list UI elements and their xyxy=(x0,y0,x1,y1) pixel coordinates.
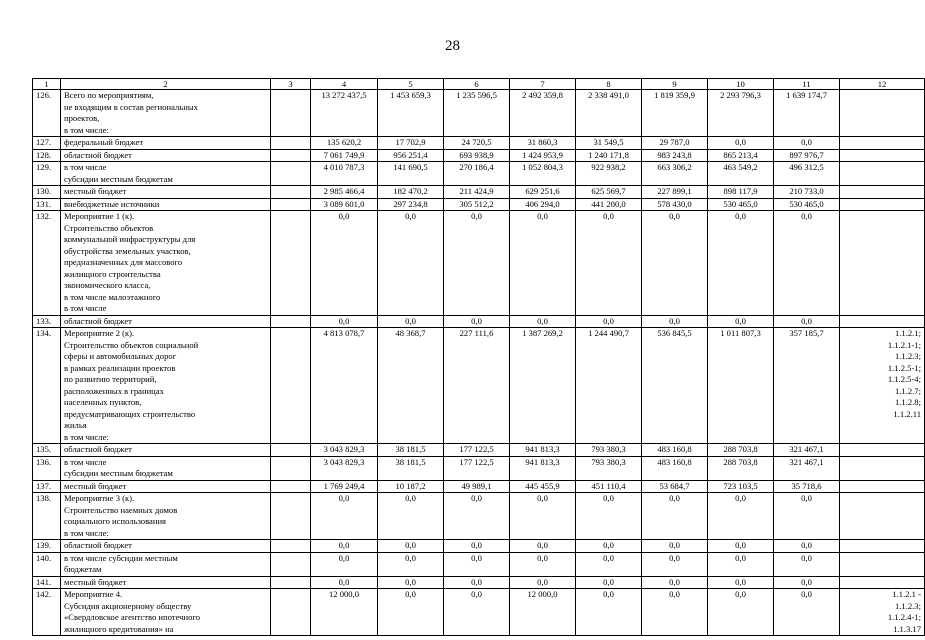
row-col3 xyxy=(271,480,311,493)
row-col3 xyxy=(271,493,311,540)
value-cell: 1 769 249,4 xyxy=(311,480,378,493)
value-cell: 0,0 xyxy=(642,540,708,553)
value-cell: 0,0 xyxy=(576,211,642,316)
value-cell: 406 294,0 xyxy=(510,198,576,211)
row-number: 137. xyxy=(33,480,61,493)
row-reference xyxy=(840,162,925,186)
row-reference xyxy=(840,186,925,199)
value-cell: 0,0 xyxy=(642,315,708,328)
row-reference xyxy=(840,493,925,540)
value-cell: 0,0 xyxy=(510,576,576,589)
value-cell: 0,0 xyxy=(774,589,840,636)
value-cell: 0,0 xyxy=(642,576,708,589)
value-cell: 0,0 xyxy=(774,137,840,150)
value-cell: 1 453 659,3 xyxy=(378,90,444,137)
value-cell: 288 703,8 xyxy=(708,456,774,480)
table-row xyxy=(33,149,925,162)
value-cell: 12 000,0 xyxy=(510,589,576,636)
value-cell: 297 234,8 xyxy=(378,198,444,211)
table-row xyxy=(33,444,925,457)
value-cell: 625 569,7 xyxy=(576,186,642,199)
row-name: внебюджетные источники xyxy=(61,198,271,211)
value-cell: 483 160,8 xyxy=(642,456,708,480)
value-cell: 983 243,8 xyxy=(642,149,708,162)
value-cell: 0,0 xyxy=(576,540,642,553)
value-cell: 1 052 804,3 xyxy=(510,162,576,186)
row-reference: 1.1.2.1; 1.1.2.1-1; 1.1.2.3; 1.1.2.5-1; 1.1.2.5-4; 1.1.2.7; 1.1.2.8; 1.1.2.11 xyxy=(840,328,925,444)
value-cell: 211 424,9 xyxy=(444,186,510,199)
row-col3 xyxy=(271,552,311,576)
column-header: 1 xyxy=(33,79,61,90)
value-cell: 693 938,9 xyxy=(444,149,510,162)
value-cell: 17 702,9 xyxy=(378,137,444,150)
row-reference xyxy=(840,90,925,137)
value-cell: 0,0 xyxy=(444,315,510,328)
row-name: Мероприятие 4. Субсидия акционерному обществу «Свердловское агентство ипотечного жилищного кредитования» на xyxy=(61,589,271,636)
row-col3 xyxy=(271,589,311,636)
value-cell: 0,0 xyxy=(311,315,378,328)
row-col3 xyxy=(271,137,311,150)
value-cell: 0,0 xyxy=(510,315,576,328)
table-row xyxy=(33,493,925,540)
value-cell: 3 089 601,0 xyxy=(311,198,378,211)
value-cell: 321 467,1 xyxy=(774,456,840,480)
value-cell: 496 312,5 xyxy=(774,162,840,186)
table-row xyxy=(33,90,925,137)
value-cell: 530 465,0 xyxy=(708,198,774,211)
value-cell: 0,0 xyxy=(642,493,708,540)
value-cell: 0,0 xyxy=(708,552,774,576)
value-cell: 0,0 xyxy=(510,552,576,576)
column-header: 3 xyxy=(271,79,311,90)
value-cell: 135 620,2 xyxy=(311,137,378,150)
table-row xyxy=(33,480,925,493)
value-cell: 31 860,3 xyxy=(510,137,576,150)
row-number: 138. xyxy=(33,493,61,540)
row-number: 130. xyxy=(33,186,61,199)
value-cell: 1 424 953,9 xyxy=(510,149,576,162)
row-col3 xyxy=(271,444,311,457)
value-cell: 0,0 xyxy=(576,315,642,328)
value-cell: 141 690,5 xyxy=(378,162,444,186)
row-reference xyxy=(840,576,925,589)
row-col3 xyxy=(271,162,311,186)
row-col3 xyxy=(271,90,311,137)
value-cell: 629 251,6 xyxy=(510,186,576,199)
value-cell: 578 430,0 xyxy=(642,198,708,211)
value-cell: 0,0 xyxy=(576,493,642,540)
value-cell: 4 813 078,7 xyxy=(311,328,378,444)
header-row xyxy=(33,79,925,90)
value-cell: 530 465,0 xyxy=(774,198,840,211)
row-reference xyxy=(840,198,925,211)
row-name: в том числе субсидии местным бюджетам xyxy=(61,162,271,186)
value-cell: 1 244 490,7 xyxy=(576,328,642,444)
table-row xyxy=(33,211,925,316)
row-number: 140. xyxy=(33,552,61,576)
value-cell: 0,0 xyxy=(311,493,378,540)
value-cell: 305 512,2 xyxy=(444,198,510,211)
value-cell: 0,0 xyxy=(774,493,840,540)
value-cell: 0,0 xyxy=(576,589,642,636)
table-row xyxy=(33,589,925,636)
value-cell: 2 492 359,8 xyxy=(510,90,576,137)
value-cell: 941 813,3 xyxy=(510,456,576,480)
value-cell: 956 251,4 xyxy=(378,149,444,162)
value-cell: 210 733,0 xyxy=(774,186,840,199)
row-reference xyxy=(840,137,925,150)
row-name: местный бюджет xyxy=(61,576,271,589)
row-number: 139. xyxy=(33,540,61,553)
row-col3 xyxy=(271,186,311,199)
row-reference xyxy=(840,456,925,480)
value-cell: 0,0 xyxy=(510,540,576,553)
value-cell: 0,0 xyxy=(311,540,378,553)
table-row xyxy=(33,162,925,186)
value-cell: 0,0 xyxy=(774,576,840,589)
value-cell: 898 117,9 xyxy=(708,186,774,199)
value-cell: 182 470,2 xyxy=(378,186,444,199)
column-header: 6 xyxy=(444,79,510,90)
value-cell: 0,0 xyxy=(444,552,510,576)
value-cell: 483 160,8 xyxy=(642,444,708,457)
row-name: местный бюджет xyxy=(61,480,271,493)
row-name: областной бюджет xyxy=(61,540,271,553)
value-cell: 463 549,2 xyxy=(708,162,774,186)
row-reference xyxy=(840,211,925,316)
row-col3 xyxy=(271,456,311,480)
value-cell: 0,0 xyxy=(642,552,708,576)
row-name: местный бюджет xyxy=(61,186,271,199)
row-name: Всего по мероприятиям, не входящим в состав региональных проектов, в том числе: xyxy=(61,90,271,137)
value-cell: 0,0 xyxy=(774,552,840,576)
value-cell: 13 272 437,5 xyxy=(311,90,378,137)
row-col3 xyxy=(271,540,311,553)
row-name: Мероприятие 2 (к). Строительство объектов социальной сферы и автомобильных дорог в рамках реализации проектов по развитию территорий, расположенных в границах населенных пунктов, предусматривающих строительство жилья в том числе: xyxy=(61,328,271,444)
value-cell: 1 240 171,8 xyxy=(576,149,642,162)
value-cell: 723 103,5 xyxy=(708,480,774,493)
column-header: 7 xyxy=(510,79,576,90)
row-name: областной бюджет xyxy=(61,444,271,457)
value-cell: 0,0 xyxy=(708,540,774,553)
row-name: областной бюджет xyxy=(61,315,271,328)
column-header: 11 xyxy=(774,79,840,90)
value-cell: 31 549,5 xyxy=(576,137,642,150)
row-col3 xyxy=(271,328,311,444)
row-name: в том числе субсидии местным бюджетам xyxy=(61,456,271,480)
row-name: областной бюджет xyxy=(61,149,271,162)
value-cell: 441 200,0 xyxy=(576,198,642,211)
row-number: 128. xyxy=(33,149,61,162)
row-number: 142. xyxy=(33,589,61,636)
column-header: 12 xyxy=(840,79,925,90)
value-cell: 0,0 xyxy=(378,493,444,540)
value-cell: 445 455,9 xyxy=(510,480,576,493)
row-reference xyxy=(840,540,925,553)
value-cell: 0,0 xyxy=(774,540,840,553)
row-col3 xyxy=(271,576,311,589)
value-cell: 941 813,3 xyxy=(510,444,576,457)
value-cell: 3 043 829,3 xyxy=(311,456,378,480)
value-cell: 922 938,2 xyxy=(576,162,642,186)
value-cell: 357 185,7 xyxy=(774,328,840,444)
row-name: в том числе субсидии местным бюджетам xyxy=(61,552,271,576)
column-header: 4 xyxy=(311,79,378,90)
value-cell: 1 011 807,3 xyxy=(708,328,774,444)
value-cell: 0,0 xyxy=(576,576,642,589)
value-cell: 0,0 xyxy=(378,540,444,553)
table-row xyxy=(33,328,925,444)
value-cell: 0,0 xyxy=(311,552,378,576)
value-cell: 0,0 xyxy=(708,137,774,150)
row-number: 131. xyxy=(33,198,61,211)
value-cell: 0,0 xyxy=(708,589,774,636)
row-reference xyxy=(840,315,925,328)
value-cell: 0,0 xyxy=(444,576,510,589)
value-cell: 536 845,5 xyxy=(642,328,708,444)
value-cell: 53 684,7 xyxy=(642,480,708,493)
row-name: федеральный бюджет xyxy=(61,137,271,150)
row-reference xyxy=(840,444,925,457)
value-cell: 0,0 xyxy=(510,493,576,540)
value-cell: 29 787,0 xyxy=(642,137,708,150)
row-col3 xyxy=(271,211,311,316)
value-cell: 4 010 787,3 xyxy=(311,162,378,186)
value-cell: 38 181,5 xyxy=(378,444,444,457)
value-cell: 2 338 491,0 xyxy=(576,90,642,137)
value-cell: 24 720,5 xyxy=(444,137,510,150)
value-cell: 227 111,6 xyxy=(444,328,510,444)
value-cell: 0,0 xyxy=(444,589,510,636)
table-row xyxy=(33,552,925,576)
value-cell: 0,0 xyxy=(378,211,444,316)
value-cell: 1 235 596,5 xyxy=(444,90,510,137)
column-header: 2 xyxy=(61,79,271,90)
value-cell: 12 000,0 xyxy=(311,589,378,636)
value-cell: 0,0 xyxy=(510,211,576,316)
value-cell: 0,0 xyxy=(708,576,774,589)
row-col3 xyxy=(271,149,311,162)
row-reference xyxy=(840,552,925,576)
budget-table xyxy=(32,78,925,636)
row-col3 xyxy=(271,315,311,328)
value-cell: 0,0 xyxy=(378,315,444,328)
value-cell: 0,0 xyxy=(311,211,378,316)
column-header: 10 xyxy=(708,79,774,90)
value-cell: 321 467,1 xyxy=(774,444,840,457)
row-number: 136. xyxy=(33,456,61,480)
row-number: 134. xyxy=(33,328,61,444)
table-row xyxy=(33,186,925,199)
table-row xyxy=(33,456,925,480)
page-number: 28 xyxy=(445,38,460,54)
row-number: 133. xyxy=(33,315,61,328)
column-header: 5 xyxy=(378,79,444,90)
value-cell: 48 368,7 xyxy=(378,328,444,444)
row-number: 127. xyxy=(33,137,61,150)
row-name: Мероприятие 1 (к). Строительство объектов коммунальной инфраструктуры для обустройства земельных участков, предназначенных для массового жилищного строительства экономического класса, в том числе малоэтажного в том числе xyxy=(61,211,271,316)
column-header: 8 xyxy=(576,79,642,90)
value-cell: 0,0 xyxy=(576,552,642,576)
value-cell: 177 122,5 xyxy=(444,444,510,457)
value-cell: 0,0 xyxy=(378,576,444,589)
value-cell: 0,0 xyxy=(444,493,510,540)
row-col3 xyxy=(271,198,311,211)
value-cell: 288 703,8 xyxy=(708,444,774,457)
value-cell: 663 306,2 xyxy=(642,162,708,186)
row-reference xyxy=(840,149,925,162)
table-row xyxy=(33,576,925,589)
value-cell: 270 186,4 xyxy=(444,162,510,186)
value-cell: 0,0 xyxy=(444,540,510,553)
value-cell: 2 293 796,3 xyxy=(708,90,774,137)
row-reference: 1.1.2.1 - 1.1.2.3; 1.1.2.4-1; 1.1.3.17 xyxy=(840,589,925,636)
value-cell: 793 380,3 xyxy=(576,456,642,480)
value-cell: 3 043 829,3 xyxy=(311,444,378,457)
value-cell: 7 061 749,9 xyxy=(311,149,378,162)
value-cell: 0,0 xyxy=(774,211,840,316)
value-cell: 0,0 xyxy=(444,211,510,316)
value-cell: 0,0 xyxy=(708,211,774,316)
value-cell: 0,0 xyxy=(708,315,774,328)
value-cell: 2 985 466,4 xyxy=(311,186,378,199)
value-cell: 0,0 xyxy=(378,589,444,636)
value-cell: 0,0 xyxy=(311,576,378,589)
value-cell: 49 989,1 xyxy=(444,480,510,493)
value-cell: 227 899,1 xyxy=(642,186,708,199)
value-cell: 38 181,5 xyxy=(378,456,444,480)
value-cell: 0,0 xyxy=(642,589,708,636)
table-row xyxy=(33,198,925,211)
value-cell: 0,0 xyxy=(708,493,774,540)
value-cell: 451 110,4 xyxy=(576,480,642,493)
value-cell: 865 213,4 xyxy=(708,149,774,162)
row-number: 135. xyxy=(33,444,61,457)
row-number: 126. xyxy=(33,90,61,137)
value-cell: 793 380,3 xyxy=(576,444,642,457)
value-cell: 897 976,7 xyxy=(774,149,840,162)
column-header: 9 xyxy=(642,79,708,90)
row-number: 129. xyxy=(33,162,61,186)
value-cell: 0,0 xyxy=(774,315,840,328)
value-cell: 10 187,2 xyxy=(378,480,444,493)
value-cell: 0,0 xyxy=(378,552,444,576)
table-row xyxy=(33,137,925,150)
value-cell: 177 122,5 xyxy=(444,456,510,480)
table-row xyxy=(33,315,925,328)
value-cell: 1 819 359,9 xyxy=(642,90,708,137)
value-cell: 0,0 xyxy=(642,211,708,316)
value-cell: 1 639 174,7 xyxy=(774,90,840,137)
row-number: 141. xyxy=(33,576,61,589)
value-cell: 1 387 269,2 xyxy=(510,328,576,444)
value-cell: 35 718,6 xyxy=(774,480,840,493)
row-reference xyxy=(840,480,925,493)
row-number: 132. xyxy=(33,211,61,316)
row-name: Мероприятие 3 (к). Строительство наемных домов социального использования в том числе: xyxy=(61,493,271,540)
table-row xyxy=(33,540,925,553)
